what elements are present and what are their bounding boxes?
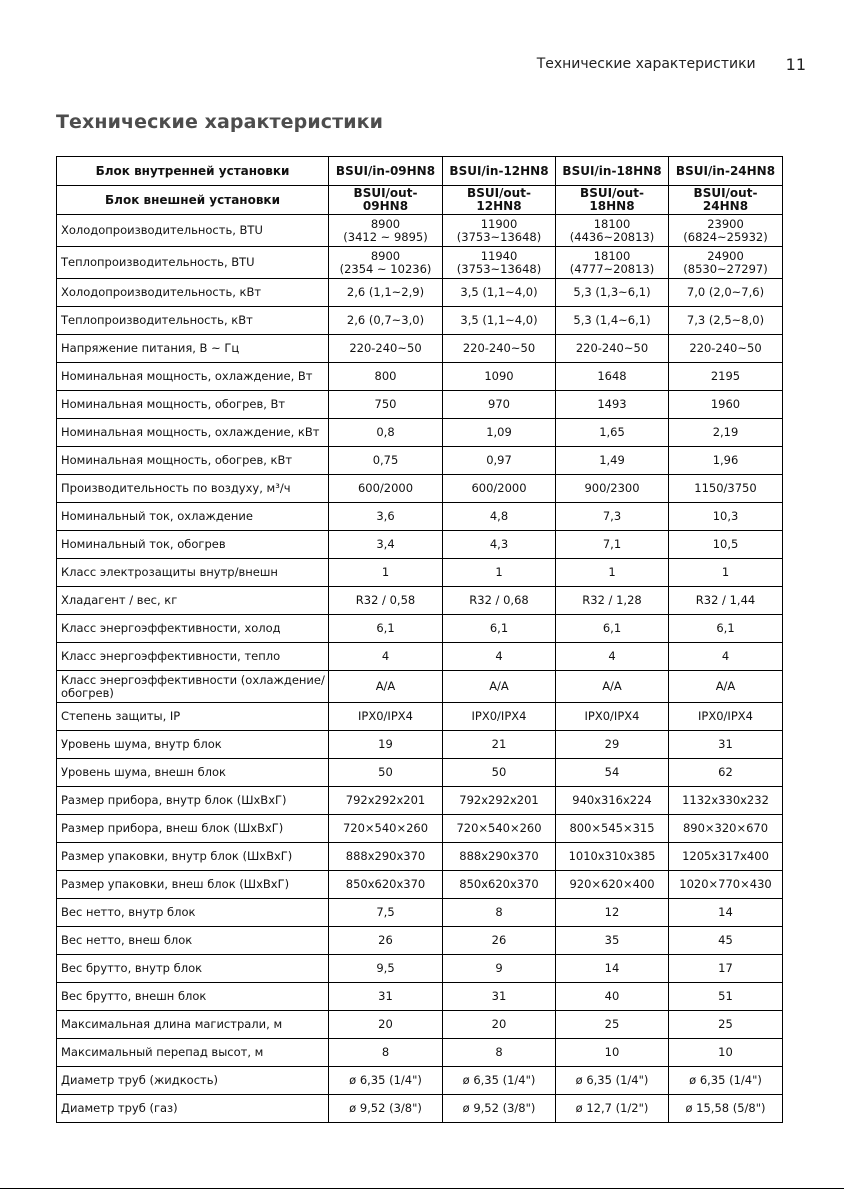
model-name-cell: BSUI/out-12HN8: [443, 186, 556, 215]
value-cell: 792x292x201: [443, 787, 556, 815]
value-cell: 1020×770×430: [669, 871, 783, 899]
value-cell: 792x292x201: [329, 787, 443, 815]
value-cell: 0,97: [443, 447, 556, 475]
parameter-label: Напряжение питания, В ~ Гц: [57, 335, 329, 363]
value-cell: R32 / 0,68: [443, 587, 556, 615]
value-cell: 21: [443, 731, 556, 759]
parameter-label: Диаметр труб (газ): [57, 1095, 329, 1123]
value-cell: 9,5: [329, 955, 443, 983]
value-cell: 2,19: [669, 419, 783, 447]
value-cell: 10,5: [669, 531, 783, 559]
value-cell: 900/2300: [556, 475, 669, 503]
value-range: (2354 ~ 10236): [339, 261, 432, 276]
table-row: [57, 447, 783, 475]
spec-table: [56, 156, 783, 1123]
value-cell: 17: [669, 955, 783, 983]
parameter-label: Класс энергоэффективности, тепло: [57, 643, 329, 671]
value-cell: 8: [443, 1039, 556, 1067]
table-row: [57, 559, 783, 587]
table-row: [57, 1039, 783, 1067]
value-cell: 9: [443, 955, 556, 983]
value-cell: 1: [669, 559, 783, 587]
value-main: 8900: [370, 248, 401, 263]
value-cell: 1: [556, 559, 669, 587]
value-cell: A/A: [329, 671, 443, 703]
value-cell: 720×540×260: [443, 815, 556, 843]
parameter-label: Размер прибора, внутр блок (ШхВхГ): [57, 787, 329, 815]
table-row: [57, 475, 783, 503]
value-cell: ø 6,35 (1/4"): [669, 1067, 783, 1095]
table-row: [57, 899, 783, 927]
parameter-label: Номинальная мощность, охлаждение, Вт: [57, 363, 329, 391]
table-row: [57, 843, 783, 871]
table-row: [57, 671, 783, 703]
value-cell: 600/2000: [329, 475, 443, 503]
value-cell: 5,3 (1,4~6,1): [556, 307, 669, 335]
parameter-label: Теплопроизводительность, кВт: [57, 307, 329, 335]
value-cell: 50: [443, 759, 556, 787]
table-row: [57, 215, 783, 247]
value-cell: 31: [329, 983, 443, 1011]
running-title: Технические характеристики: [536, 56, 756, 72]
value-cell: IPX0/IPX4: [329, 703, 443, 731]
model-name-cell: BSUI/in-24HN8: [669, 157, 783, 186]
value-cell: 600/2000: [443, 475, 556, 503]
value-cell: 2195: [669, 363, 783, 391]
table-row: [57, 279, 783, 307]
parameter-label: Вес брутто, внешн блок: [57, 983, 329, 1011]
spec-table-body: [57, 157, 783, 1123]
table-row: [57, 363, 783, 391]
value-cell: 1,65: [556, 419, 669, 447]
value-range: (3753~13648): [456, 261, 542, 276]
value-cell: 720×540×260: [329, 815, 443, 843]
table-row: [57, 307, 783, 335]
value-cell: 12: [556, 899, 669, 927]
value-cell: 45: [669, 927, 783, 955]
parameter-label: Максимальная длина магистрали, м: [57, 1011, 329, 1039]
value-cell: [443, 247, 556, 279]
value-cell: 26: [329, 927, 443, 955]
table-row: [57, 815, 783, 843]
parameter-label: Класс электрозащиты внутр/внешн: [57, 559, 329, 587]
model-name-cell: BSUI/in-18HN8: [556, 157, 669, 186]
parameter-label: Вес брутто, внутр блок: [57, 955, 329, 983]
parameter-label: Уровень шума, внешн блок: [57, 759, 329, 787]
value-cell: 1: [329, 559, 443, 587]
value-cell: [443, 215, 556, 247]
footer-rule: [0, 1188, 844, 1189]
value-cell: ø 12,7 (1/2"): [556, 1095, 669, 1123]
value-cell: 8: [329, 1039, 443, 1067]
parameter-label: Холодопроизводительность, кВт: [57, 279, 329, 307]
value-cell: 10: [556, 1039, 669, 1067]
table-row: [57, 335, 783, 363]
value-cell: 1010x310x385: [556, 843, 669, 871]
value-cell: 1648: [556, 363, 669, 391]
value-cell: 40: [556, 983, 669, 1011]
parameter-label: Класс энергоэффективности (охлаждение/ обогрев): [57, 671, 329, 703]
value-cell: 920×620×400: [556, 871, 669, 899]
table-row: [57, 531, 783, 559]
value-cell: 1960: [669, 391, 783, 419]
value-cell: [329, 215, 443, 247]
parameter-label: Вес нетто, внеш блок: [57, 927, 329, 955]
value-cell: 1205x317x400: [669, 843, 783, 871]
value-range: (8530~27297): [683, 261, 768, 276]
value-cell: 35: [556, 927, 669, 955]
table-row: [57, 759, 783, 787]
value-cell: 25: [556, 1011, 669, 1039]
value-main: 8900: [370, 216, 401, 231]
value-cell: ø 6,35 (1/4"): [556, 1067, 669, 1095]
value-range: (4777~20813): [569, 261, 655, 276]
value-cell: 5,3 (1,3~6,1): [556, 279, 669, 307]
value-cell: 10: [669, 1039, 783, 1067]
parameter-label: Класс энергоэффективности, холод: [57, 615, 329, 643]
value-cell: R32 / 1,28: [556, 587, 669, 615]
value-cell: IPX0/IPX4: [443, 703, 556, 731]
parameter-label: Диаметр труб (жидкость): [57, 1067, 329, 1095]
value-cell: [669, 215, 783, 247]
value-cell: 3,6: [329, 503, 443, 531]
value-cell: 220-240~50: [669, 335, 783, 363]
value-cell: IPX0/IPX4: [669, 703, 783, 731]
table-row: [57, 247, 783, 279]
parameter-label: Номинальный ток, обогрев: [57, 531, 329, 559]
value-cell: ø 15,58 (5/8"): [669, 1095, 783, 1123]
parameter-label: Теплопроизводительность, BTU: [57, 247, 329, 279]
value-cell: A/A: [669, 671, 783, 703]
value-cell: 7,1: [556, 531, 669, 559]
table-row: [57, 1095, 783, 1123]
value-cell: 4,3: [443, 531, 556, 559]
parameter-label: Уровень шума, внутр блок: [57, 731, 329, 759]
table-row: [57, 927, 783, 955]
parameter-label: Номинальный ток, охлаждение: [57, 503, 329, 531]
value-cell: 1: [443, 559, 556, 587]
value-cell: 25: [669, 1011, 783, 1039]
parameter-label: Размер прибора, внеш блок (ШхВхГ): [57, 815, 329, 843]
value-cell: 8: [443, 899, 556, 927]
value-cell: 800: [329, 363, 443, 391]
model-name-cell: BSUI/out-09HN8: [329, 186, 443, 215]
value-cell: 1493: [556, 391, 669, 419]
value-main: 23900: [707, 216, 744, 231]
parameter-label: Максимальный перепад высот, м: [57, 1039, 329, 1067]
value-cell: 14: [556, 955, 669, 983]
value-cell: 940x316x224: [556, 787, 669, 815]
page-number: 11: [785, 54, 806, 74]
value-cell: [556, 247, 669, 279]
value-range: (6824~25932): [683, 229, 768, 244]
value-cell: A/A: [443, 671, 556, 703]
table-row: [57, 391, 783, 419]
value-cell: 4: [669, 643, 783, 671]
value-cell: 2,6 (0,7~3,0): [329, 307, 443, 335]
value-cell: A/A: [556, 671, 669, 703]
parameter-label: Производительность по воздуху, м³/ч: [57, 475, 329, 503]
value-cell: 3,5 (1,1~4,0): [443, 307, 556, 335]
value-cell: [329, 247, 443, 279]
value-cell: 800×545×315: [556, 815, 669, 843]
value-cell: 14: [669, 899, 783, 927]
value-range: (4436~20813): [569, 229, 655, 244]
value-cell: [669, 247, 783, 279]
model-name-cell: BSUI/out-24HN8: [669, 186, 783, 215]
header-label-cell: Блок внутренней установки: [57, 157, 329, 186]
parameter-label: Холодопроизводительность, BTU: [57, 215, 329, 247]
value-cell: 220-240~50: [443, 335, 556, 363]
running-header: [406, 54, 806, 74]
value-cell: 1132x330x232: [669, 787, 783, 815]
value-main: 11940: [480, 248, 518, 263]
value-cell: ø 6,35 (1/4"): [443, 1067, 556, 1095]
table-row: [57, 643, 783, 671]
value-cell: 7,5: [329, 899, 443, 927]
value-cell: 6,1: [556, 615, 669, 643]
value-cell: 4: [329, 643, 443, 671]
value-cell: 970: [443, 391, 556, 419]
value-cell: 3,4: [329, 531, 443, 559]
parameter-label: Номинальная мощность, охлаждение, кВт: [57, 419, 329, 447]
value-cell: ø 9,52 (3/8"): [443, 1095, 556, 1123]
table-row: [57, 983, 783, 1011]
table-row: [57, 731, 783, 759]
value-cell: [556, 215, 669, 247]
value-cell: R32 / 1,44: [669, 587, 783, 615]
value-cell: 2,6 (1,1~2,9): [329, 279, 443, 307]
value-cell: 220-240~50: [329, 335, 443, 363]
value-cell: 31: [669, 731, 783, 759]
value-cell: 888x290x370: [443, 843, 556, 871]
table-row: [57, 955, 783, 983]
table-row: [57, 615, 783, 643]
model-name-cell: BSUI/in-09HN8: [329, 157, 443, 186]
value-main: 18100: [593, 216, 631, 231]
value-cell: 54: [556, 759, 669, 787]
value-cell: 0,8: [329, 419, 443, 447]
table-row: [57, 419, 783, 447]
table-header-row: [57, 157, 783, 186]
value-cell: 29: [556, 731, 669, 759]
value-cell: 1090: [443, 363, 556, 391]
parameter-label: Размер упаковки, внеш блок (ШхВхГ): [57, 871, 329, 899]
value-cell: 4: [556, 643, 669, 671]
value-cell: 6,1: [669, 615, 783, 643]
value-cell: 51: [669, 983, 783, 1011]
value-cell: 888x290x370: [329, 843, 443, 871]
value-cell: 850x620x370: [329, 871, 443, 899]
table-row: [57, 503, 783, 531]
value-main: 11900: [480, 216, 518, 231]
value-cell: 750: [329, 391, 443, 419]
value-cell: 1,09: [443, 419, 556, 447]
value-cell: 7,3: [556, 503, 669, 531]
value-cell: R32 / 0,58: [329, 587, 443, 615]
value-cell: IPX0/IPX4: [556, 703, 669, 731]
value-cell: 6,1: [329, 615, 443, 643]
page-title: Технические характеристики: [56, 111, 384, 133]
value-cell: ø 6,35 (1/4"): [329, 1067, 443, 1095]
parameter-label: Вес нетто, внутр блок: [57, 899, 329, 927]
value-cell: 4,8: [443, 503, 556, 531]
table-header-row: [57, 186, 783, 215]
parameter-label: Номинальная мощность, обогрев, кВт: [57, 447, 329, 475]
value-cell: 6,1: [443, 615, 556, 643]
table-row: [57, 587, 783, 615]
value-cell: ø 9,52 (3/8"): [329, 1095, 443, 1123]
value-cell: 20: [443, 1011, 556, 1039]
value-cell: 1150/3750: [669, 475, 783, 503]
value-cell: 3,5 (1,1~4,0): [443, 279, 556, 307]
value-cell: 31: [443, 983, 556, 1011]
value-cell: 19: [329, 731, 443, 759]
value-cell: 10,3: [669, 503, 783, 531]
table-row: [57, 703, 783, 731]
parameter-label: Номинальная мощность, обогрев, Вт: [57, 391, 329, 419]
table-row: [57, 871, 783, 899]
value-cell: 20: [329, 1011, 443, 1039]
value-cell: 850x620x370: [443, 871, 556, 899]
value-main: 24900: [707, 248, 744, 263]
value-cell: 7,3 (2,5~8,0): [669, 307, 783, 335]
value-cell: 26: [443, 927, 556, 955]
value-range: (3412 ~ 9895): [343, 229, 428, 244]
value-cell: 1,96: [669, 447, 783, 475]
table-row: [57, 1067, 783, 1095]
parameter-label: Хладагент / вес, кг: [57, 587, 329, 615]
value-cell: 220-240~50: [556, 335, 669, 363]
value-main: 18100: [593, 248, 631, 263]
table-row: [57, 1011, 783, 1039]
value-cell: 50: [329, 759, 443, 787]
value-cell: 7,0 (2,0~7,6): [669, 279, 783, 307]
table-row: [57, 787, 783, 815]
value-cell: 1,49: [556, 447, 669, 475]
model-name-cell: BSUI/out-18HN8: [556, 186, 669, 215]
value-cell: 4: [443, 643, 556, 671]
value-cell: 62: [669, 759, 783, 787]
value-range: (3753~13648): [456, 229, 542, 244]
header-label-cell: Блок внешней установки: [57, 186, 329, 215]
parameter-label: Размер упаковки, внутр блок (ШхВхГ): [57, 843, 329, 871]
parameter-label: Степень защиты, IP: [57, 703, 329, 731]
value-cell: 0,75: [329, 447, 443, 475]
value-cell: 890×320×670: [669, 815, 783, 843]
model-name-cell: BSUI/in-12HN8: [443, 157, 556, 186]
